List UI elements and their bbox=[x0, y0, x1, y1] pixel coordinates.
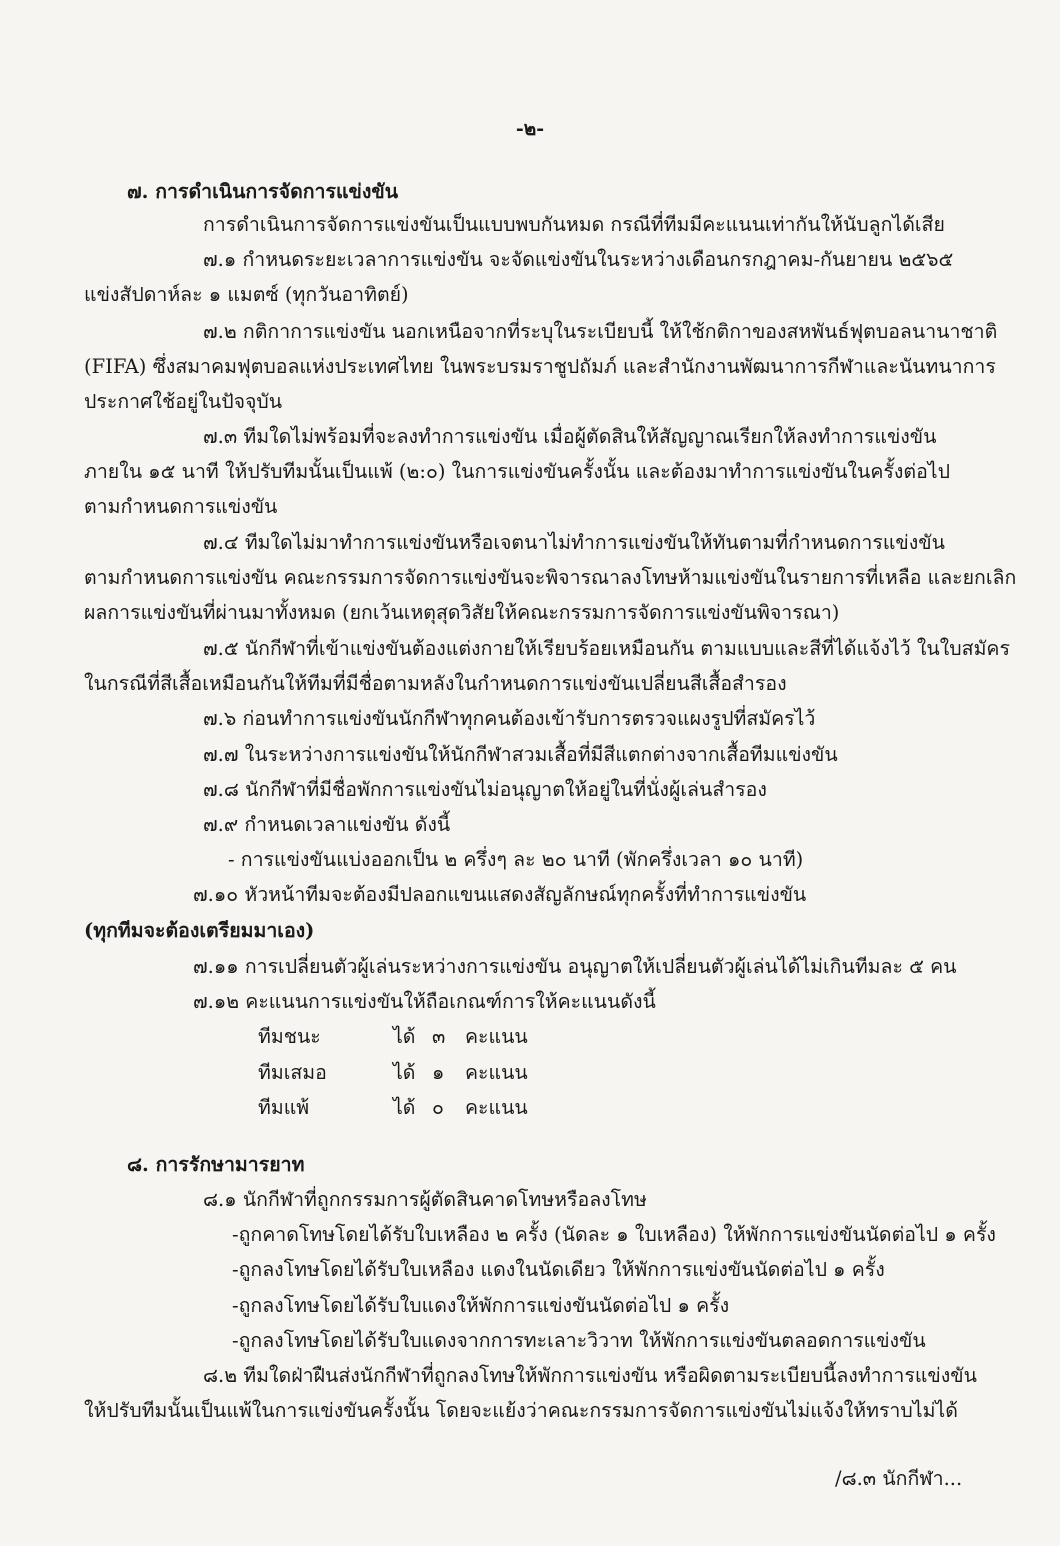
section-7-heading: ๗. การดำเนินการจัดการแข่งขัน bbox=[127, 180, 399, 203]
points-unit: คะแนน bbox=[465, 1061, 528, 1084]
item-7-6: ๗.๖ ก่อนทำการแข่งขันนักกีฬาทุกคนต้องเข้ารับการตรวจแผงรูปที่สมัครไว้ bbox=[203, 707, 816, 730]
item-7-8: ๗.๘ นักกีฬาที่มีชื่อพักการแข่งขันไม่อนุญาตให้อยู่ในที่นั่งผู้เล่นสำรอง bbox=[203, 778, 767, 801]
continuation-note: /๘.๓ นักกีฬา... bbox=[835, 1467, 963, 1490]
item-7-10-line-1: ๗.๑๐ หัวหน้าทีมจะต้องมีปลอกแขนแสดงสัญลักษณ์ทุกครั้งที่ทำการแข่งขัน bbox=[193, 883, 807, 906]
item-7-2-line-1: ๗.๒ กติกาการแข่งขัน นอกเหนือจากที่ระบุในระเบียบนี้ ให้ใช้กติกาของสหพันธ์ฟุตบอลนานาชาติ bbox=[203, 320, 998, 343]
item-7-4-line-1: ๗.๔ ทีมใดไม่มาทำการแข่งขันหรือเจตนาไม่ทำการแข่งขันให้ทันตามที่กำหนดการแข่งขัน bbox=[203, 531, 945, 554]
item-7-10-line-2: (ทุกทีมจะต้องเตรียมมาเอง) bbox=[84, 919, 315, 942]
item-7-2-line-3: ประกาศใช้อยู่ในปัจจุบัน bbox=[84, 390, 283, 413]
points-value: ๑ bbox=[432, 1061, 445, 1084]
section-8-heading: ๘. การรักษามารยาท bbox=[127, 1153, 305, 1176]
item-8-2-line-1: ๘.๒ ทีมใดฝ่าฝืนส่งนักกีฬาที่ถูกลงโทษให้พักการแข่งขัน หรือผิดตามระเบียบนี้ลงทำการแข่งขัน bbox=[203, 1364, 977, 1387]
item-7-9: ๗.๙ กำหนดเวลาแข่งขัน ดังนี้ bbox=[203, 813, 451, 836]
item-7-4-line-3: ผลการแข่งขันที่ผ่านมาทั้งหมด (ยกเว้นเหตุสุดวิสัยให้คณะกรรมการจัดการแข่งขันพิจารณา) bbox=[84, 601, 840, 624]
item-8-1-sub-1: -ถูกคาดโทษโดยได้รับใบเหลือง ๒ ครั้ง (นัดละ ๑ ใบเหลือง) ให้พักการแข่งขันนัดต่อไป ๑ ครั้ง bbox=[232, 1223, 996, 1246]
item-7-12: ๗.๑๒ คะแนนการแข่งขันให้ถือเกณฑ์การให้คะแนนดังนี้ bbox=[193, 990, 656, 1013]
item-7-11: ๗.๑๑ การเปลี่ยนตัวผู้เล่นระหว่างการแข่งขัน อนุญาตให้เปลี่ยนตัวผู้เล่นได้ไม่เกินทีมละ ๕ คน bbox=[193, 955, 957, 978]
item-8-2-line-2: ให้ปรับทีมนั้นเป็นแพ้ในการแข่งขันครั้งนั้น โดยจะแย้งว่าคณะกรรมการจัดการแข่งขันไม่แจ้งให้ทราบไม่ได้ bbox=[84, 1399, 958, 1422]
item-7-3-line-2: ภายใน ๑๕ นาที ให้ปรับทีมนั้นเป็นแพ้ (๒:๐) ในการแข่งขันครั้งนั้น และต้องมาทำการแข่งขันในครั้งต่อไป bbox=[84, 460, 950, 483]
item-7-1-line-2: แข่งสัปดาห์ละ ๑ แมตซ์ (ทุกวันอาทิตย์) bbox=[84, 283, 409, 306]
item-7-5-line-2: ในกรณีที่สีเสื้อเหมือนกันให้ทีมที่มีชื่อตามหลังในกำหนดการแข่งขันเปลี่ยนสีเสื้อสำรอง bbox=[84, 672, 787, 695]
item-7-9-sub: - การแข่งขันแบ่งออกเป็น ๒ ครึ่งๆ ละ ๒๐ นาที (พักครึ่งเวลา ๑๐ นาที) bbox=[228, 848, 804, 871]
item-7-2-line-2: (FIFA) ซึ่งสมาคมฟุตบอลแห่งประเทศไทย ในพระบรมราชูปถัมภ์ และสำนักงานพัฒนาการกีฬาและนันทนาการ bbox=[84, 355, 996, 378]
item-7-5-line-1: ๗.๕ นักกีฬาที่เข้าแข่งขันต้องแต่งกายให้เรียบร้อยเหมือนกัน ตามแบบและสีที่ได้แจ้งไว้ ในใบสมัคร bbox=[203, 637, 1010, 660]
points-unit: คะแนน bbox=[465, 1096, 528, 1119]
item-7-4-line-2: ตามกำหนดการแข่งขัน คณะกรรมการจัดการแข่งขันจะพิจารณาลงโทษห้ามแข่งขันในรายการที่เหลือ และยกเลิก bbox=[84, 566, 1017, 589]
item-7-3-line-3: ตามกำหนดการแข่งขัน bbox=[84, 495, 278, 518]
points-unit: คะแนน bbox=[465, 1025, 528, 1048]
points-get: ได้ bbox=[393, 1061, 416, 1084]
item-7-3-line-1: ๗.๓ ทีมใดไม่พร้อมที่จะลงทำการแข่งขัน เมื่อผู้ตัดสินให้สัญญาณเรียกให้ลงทำการแข่งขัน bbox=[203, 425, 937, 448]
points-get: ได้ bbox=[393, 1025, 416, 1048]
points-result: ทีมชนะ bbox=[258, 1025, 321, 1048]
points-get: ได้ bbox=[393, 1096, 416, 1119]
points-result: ทีมเสมอ bbox=[258, 1061, 327, 1084]
item-8-1-sub-3: -ถูกลงโทษโดยได้รับใบแดงให้พักการแข่งขันนัดต่อไป ๑ ครั้ง bbox=[232, 1294, 730, 1317]
item-8-1: ๘.๑ นักกีฬาที่ถูกกรรมการผู้ตัดสินคาดโทษหรือลงโทษ bbox=[203, 1188, 647, 1211]
section-7-intro: การดำเนินการจัดการแข่งขันเป็นแบบพบกันหมด กรณีที่ทีมมีคะแนนเท่ากันให้นับลูกได้เสีย bbox=[203, 213, 945, 236]
points-value: ๐ bbox=[432, 1096, 444, 1119]
item-8-1-sub-4: -ถูกลงโทษโดยได้รับใบแดงจากการทะเลาะวิวาท ให้พักการแข่งขันตลอดการแข่งขัน bbox=[232, 1329, 926, 1352]
item-7-1-line-1: ๗.๑ กำหนดระยะเวลาการแข่งขัน จะจัดแข่งขันในระหว่างเดือนกรกฎาคม-กันยายน ๒๕๖๕ bbox=[203, 248, 954, 271]
page-number: -๒- bbox=[515, 118, 545, 140]
item-8-1-sub-2: -ถูกลงโทษโดยได้รับใบเหลือง แดงในนัดเดียว ให้พักการแข่งขันนัดต่อไป ๑ ครั้ง bbox=[232, 1258, 885, 1281]
points-value: ๓ bbox=[432, 1025, 446, 1048]
item-7-7: ๗.๗ ในระหว่างการแข่งขันให้นักกีฬาสวมเสื้อที่มีสีแตกต่างจากเสื้อทีมแข่งขัน bbox=[203, 743, 838, 766]
points-result: ทีมแพ้ bbox=[258, 1096, 310, 1119]
